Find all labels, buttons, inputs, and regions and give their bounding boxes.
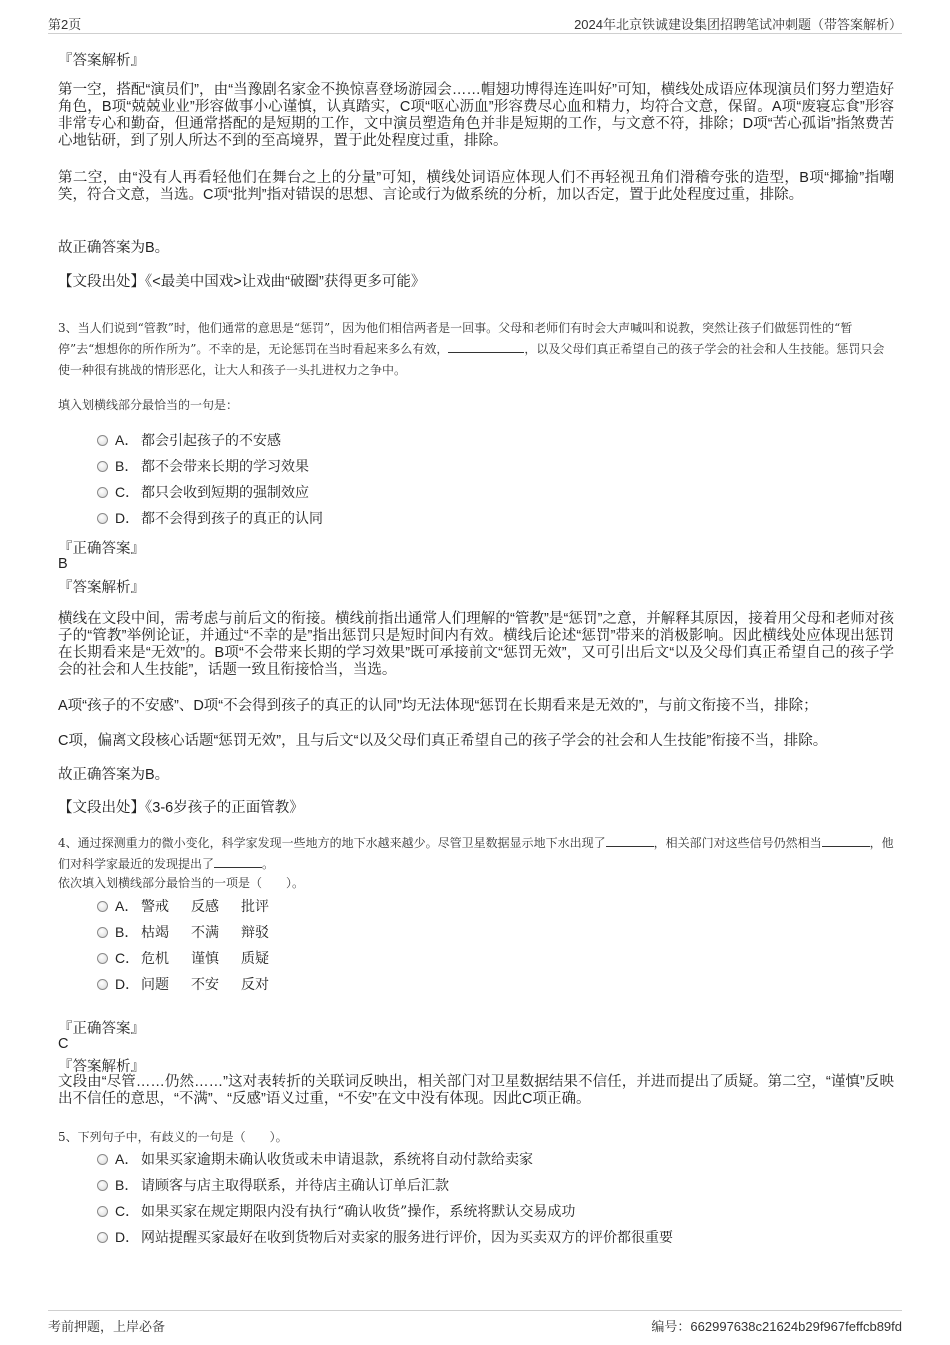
document-title: 2024年北京铁诚建设集团招聘笔试冲刺题（带答案解析） xyxy=(574,17,902,32)
answer-statement: 故正确答案为B。 xyxy=(58,240,170,256)
correct-answer: B xyxy=(58,556,68,572)
correct-answer-label: 『正确答案』 xyxy=(58,1021,145,1037)
radio-icon[interactable] xyxy=(97,513,108,524)
answer-blank xyxy=(448,339,524,353)
analysis-paragraph: 第一空，搭配“演员们”，由“当豫剧名家金不换惊喜登场游园会……帽翅功博得连连叫好”可知，横线处成语应体现演员们努力塑造好角色，B项“兢兢业业”形容做事小心谨慎，认真踏实，C项“呕心沥血”形容费尽心血和精力，均符合文意，保留。A项“废寝忘食”形容非常专心和勤奋，但通常搭配的是短期的工作，文中演员塑造角色并非是短期的工作，与文意不符，排除；D项“苦心孤诣”指煞费苦心地钻研，到了别人所达不到的至高境界，置于此处程度过重，排除。 xyxy=(58,82,894,149)
option-b[interactable]: B． 都不会带来长期的学习效果 xyxy=(97,456,309,478)
analysis-paragraph: C项，偏离文段核心话题“惩罚无效”，且与后文“以及父母们真正希望自己的孩子学会的社会和人生技能”衔接不当，排除。 xyxy=(58,733,828,749)
question-prompt: 依次填入划横线部分最恰当的一项是（ ）。 xyxy=(58,876,305,890)
option-d[interactable]: D． 问题 不安 反对 xyxy=(97,974,291,996)
radio-icon[interactable] xyxy=(97,1206,108,1217)
radio-icon[interactable] xyxy=(97,1154,108,1165)
option-b[interactable]: B． 枯竭 不满 辩驳 xyxy=(97,922,291,944)
source-citation: 【文段出处】《3-6岁孩子的正面管教》 xyxy=(58,800,304,816)
question-3-text: 3、当人们说到“管教”时，他们通常的意思是“惩罚”，因为他们相信两者是一回事。父母和老师们有时会大声喊叫和说教，突然让孩子们做惩罚性的“暂停”去“想想你的所作所为”。不幸的是，无论惩罚在当时看起来多么有效， ，以及父母们真正希望自己的孩子学会的社会和人生技能。惩罚只会使一种很有挑战的情形恶化，让大人和孩子一头扎进权力之争中。 xyxy=(58,321,885,377)
option-a[interactable]: A． 警戒 反感 批评 xyxy=(97,896,291,918)
correct-answer-label: 『正确答案』 xyxy=(58,541,145,557)
radio-icon[interactable] xyxy=(97,979,108,990)
analysis-label: 『答案解析』 xyxy=(58,53,145,69)
footer-slogan: 考前押题，上岸必备 xyxy=(48,1319,166,1334)
answer-statement: 故正确答案为B。 xyxy=(58,767,170,783)
analysis-label: 『答案解析』 xyxy=(58,1059,145,1075)
option-a[interactable]: A． 如果买家逾期未确认收货或未申请退款，系统将自动付款给卖家 xyxy=(97,1149,533,1171)
answer-blank xyxy=(606,833,654,847)
analysis-paragraph: A项“孩子的不安感”、D项“不会得到孩子的真正的认同”均无法体现“惩罚在长期看来是无效的”，与前文衔接不当，排除； xyxy=(58,698,818,714)
radio-icon[interactable] xyxy=(97,953,108,964)
answer-blank xyxy=(822,833,870,847)
analysis-paragraph: 文段由“尽管……仍然……”这对表转折的关联词反映出，相关部门对卫星数据结果不信任，并进而提出了质疑。第二空，“谨慎”反映出不信任的意思，“不满”、“反感”语义过重，“不安”在文中没有体现。因此C项正确。 xyxy=(58,1074,894,1107)
radio-icon[interactable] xyxy=(97,1232,108,1243)
page-header xyxy=(48,14,902,34)
source-citation: 【文段出处】《<最美中国戏>让戏曲“破圈”获得更多可能》 xyxy=(58,274,426,290)
correct-answer: C xyxy=(58,1036,69,1052)
option-d[interactable]: D． 都不会得到孩子的真正的认同 xyxy=(97,508,323,530)
option-b[interactable]: B． 请顾客与店主取得联系，并待店主确认订单后汇款 xyxy=(97,1175,449,1197)
radio-icon[interactable] xyxy=(97,927,108,938)
question-5-text: 5、下列句子中，有歧义的一句是（ ）。 xyxy=(58,1130,288,1144)
analysis-paragraph: 第二空，由“没有人再看轻他们在舞台之上的分量”可知，横线处词语应体现人们不再轻视丑角们滑稽夸张的造型，B项“揶揄”指嘲笑，符合文意，当选。C项“批判”指对错误的思想、言论或行为做系统的分析，加以否定，置于此处程度过重，排除。 xyxy=(58,170,894,203)
page-footer xyxy=(48,1310,902,1334)
radio-icon[interactable] xyxy=(97,1180,108,1191)
option-c[interactable]: C． 如果买家在规定期限内没有执行“确认收货”操作，系统将默认交易成功 xyxy=(97,1201,575,1223)
analysis-paragraph: 横线在文段中间，需考虑与前后文的衔接。横线前指出通常人们理解的“管教”是“惩罚”之意，并解释其原因，接着用父母和老师对孩子的“管教”举例论证，并通过“不幸的是”指出惩罚只是短时间内有效。横线后论述“惩罚”带来的消极影响。因此横线处应体现出惩罚在长期看来是“无效”的。B项“不会带来长期的学习效果”既可承接前文“惩罚无效”，又可引出后文“以及父母们真正希望自己的孩子学会的社会和人生技能”，话题一致且衔接恰当，当选。 xyxy=(58,611,894,678)
radio-icon[interactable] xyxy=(97,435,108,446)
option-c[interactable]: C． 危机 谨慎 质疑 xyxy=(97,948,291,970)
option-d[interactable]: D． 网站提醒买家最好在收到货物后对卖家的服务进行评价，因为买卖双方的评价都很重要 xyxy=(97,1227,673,1249)
answer-blank xyxy=(214,854,262,868)
option-c[interactable]: C． 都只会收到短期的强制效应 xyxy=(97,482,309,504)
analysis-label: 『答案解析』 xyxy=(58,580,145,596)
radio-icon[interactable] xyxy=(97,461,108,472)
document-id: 编号：662997638c21624b29f967feffcb89fd xyxy=(651,1319,902,1334)
radio-icon[interactable] xyxy=(97,901,108,912)
question-4-text: 4、通过探测重力的微小变化，科学家发现一些地方的地下水越来越少。尽管卫星数据显示地下水出现了 ，相关部门对这些信号仍然相当 ，他们对科学家最近的发现提出了 。 xyxy=(58,833,894,875)
option-a[interactable]: A． 都会引起孩子的不安感 xyxy=(97,430,281,452)
question-prompt: 填入划横线部分最恰当的一句是： xyxy=(58,398,239,412)
page-number: 第2页 xyxy=(48,17,82,32)
radio-icon[interactable] xyxy=(97,487,108,498)
